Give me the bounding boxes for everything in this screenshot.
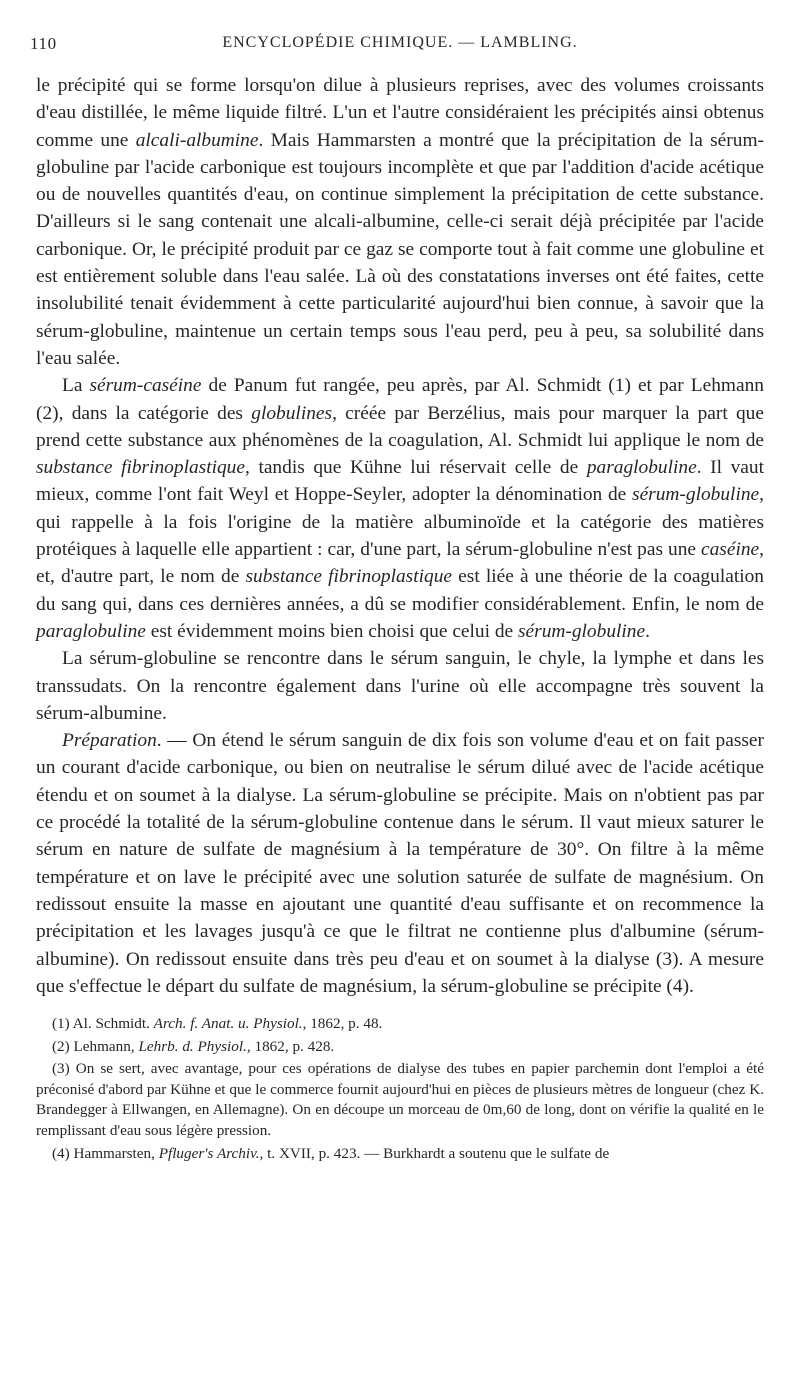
italic-term: substance fibrinoplastique	[245, 566, 453, 588]
text-run: La	[62, 375, 90, 397]
running-title: ENCYCLOPÉDIE CHIMIQUE. — LAMBLING.	[222, 34, 578, 51]
page-number: 110	[30, 34, 57, 53]
italic-term: Pfluger's Archiv.	[158, 1144, 260, 1162]
text-run: est évidemment moins bien choisi que celui de	[145, 620, 518, 642]
body-text	[36, 72, 764, 1000]
text-run: , t. XVII, p. 423. — Burkhardt a soutenu que le sulfate de	[259, 1144, 610, 1162]
text-run: (4) Hammarsten,	[52, 1144, 159, 1162]
italic-term: sérum-globuline	[518, 620, 646, 642]
paragraph-p3	[36, 645, 764, 727]
italic-term: sérum-globuline	[632, 484, 760, 506]
italic-term: globulines	[251, 402, 333, 424]
paragraph-p4	[36, 727, 764, 1000]
italic-term: alcali-albumine	[135, 129, 259, 151]
text-run: (2) Lehmann,	[52, 1037, 139, 1055]
footnote-fn2	[36, 1037, 764, 1058]
text-run: (1) Al. Schmidt.	[52, 1015, 154, 1033]
footnote-fn4	[36, 1144, 764, 1165]
italic-term: caséine	[700, 539, 760, 561]
footnote-fn1	[36, 1014, 764, 1035]
text-run: , 1862, p. 48.	[302, 1015, 383, 1033]
book-page	[30, 34, 764, 1166]
footnote-fn3	[36, 1059, 764, 1141]
text-run: , tandis que Kühne lui réservait celle de	[244, 457, 587, 479]
italic-term: Préparation	[62, 730, 157, 752]
text-run: . Il vaut mieux, comme l'ont fait Weyl et Hoppe-Seyler, adopter la dénomination de	[36, 457, 764, 506]
italic-term: sérum-caséine	[89, 375, 202, 397]
text-run: , créée par Berzélius, mais pour marquer la part que prend cette substance aux phénomènes de la coagulation, Al. Schmidt lui applique le nom de	[36, 402, 764, 451]
text-run: La sérum-globuline se rencontre dans le sérum sanguin, le chyle, la lymphe et dans les transsudats. On la rencontre également dans l'urine où elle accompagne très souvent la sérum-albumine.	[36, 648, 764, 724]
text-run: , 1862, p. 428.	[246, 1037, 335, 1055]
italic-term: paraglobuline	[36, 620, 146, 642]
footnotes	[36, 1014, 764, 1164]
italic-term: paraglobuline	[586, 457, 697, 479]
italic-term: substance fibrinoplastique	[36, 457, 245, 479]
text-run: de Panum fut rangée, peu après, par Al. Schmidt (1) et par Lehmann (2), dans la catégorie des	[36, 375, 764, 424]
text-run: , et, d'autre part, le nom de	[36, 539, 764, 588]
text-run: . — On étend le sérum sanguin de dix fois son volume d'eau et on fait passer un courant d'acide carbonique, ou bien on neutralise le sérum dilué avec de l'acide acétique étendu et on soumet à la dialyse. La sérum-globuline se précipite. Mais on n'obtient pas par ce procédé la totalité de la sérum-globuline contenue dans le sérum. Il vaut mieux saturer le sérum en nature de sulfate de magnésium à la température de 30°. On filtre à la même température et on lave le précipité avec une solution saturée de sulfate de magnésium. On redissout ensuite la masse en ajoutant une quantité d'eau suffisante et on recommence la précipitation et les lavages jusqu'à ce que le filtrat ne contienne plus d'albumine (sérum-albumine). On redissout ensuite dans très peu d'eau et on soumet à la dialyse (3). A mesure que s'effectue le départ du sulfate de magnésium, la sérum-globuline se précipite (4).	[36, 730, 764, 997]
text-run: (3) On se sert, avec avantage, pour ces opérations de dialyse des tubes en papier parchemin dont l'emploi a été préconisé d'abord par Kühne et que le commerce fournit aujourd'hui en pièces de plusieurs mètres de longueur (chez K. Brandegger à Ellwangen, en Allemagne). On en découpe un morceau de 0m,60 de long, dont on vérifie la qualité en le remplissant d'eau sous légère pression.	[36, 1060, 764, 1140]
text-run: . Mais Hammarsten a montré que la précipitation de la sérum-globuline par l'acide carbonique est toujours incomplète et que par l'addition d'acide acétique ou de nouvelles quantités d'eau, on continue simplement la précipitation de cette substance. D'ailleurs si le sang contenait une alcali-albumine, celle-ci serait déjà précipitée par l'acide carbonique. Or, le précipité produit par ce gaz se comporte tout à fait comme une globuline et est entièrement soluble dans l'eau salée. Là où des constatations inverses ont été faites, cette insolubilité tenait évidemment à cette particularité aujourd'hui bien connue, à savoir que la sérum-globuline, maintenue un certain temps sous l'eau perd, peu à peu, sa solubilité dans l'eau salée.	[36, 129, 764, 369]
paragraph-p1	[36, 72, 764, 372]
text-run: .	[645, 620, 650, 642]
italic-term: Arch. f. Anat. u. Physiol.	[153, 1015, 303, 1033]
italic-term: Lehrb. d. Physiol.	[138, 1037, 247, 1055]
text-run: , qui rappelle à la fois l'origine de la matière albuminoïde et la catégorie des matières protéiques à laquelle elle appartient : car, d'une part, la sérum-globuline n'est pas une	[36, 484, 764, 561]
text-run: est liée à une théorie de la coagulation du sang qui, dans ces dernières années, a dû se modifier considérablement. Enfin, le nom de	[36, 566, 764, 615]
running-head	[30, 34, 764, 62]
text-run: le précipité qui se forme lorsqu'on dilue à plusieurs reprises, avec des volumes croissants d'eau distillée, le même liquide filtré. L'un et l'autre considéraient les précipités ainsi obtenus comme une	[36, 75, 764, 151]
paragraph-p2	[36, 372, 764, 645]
